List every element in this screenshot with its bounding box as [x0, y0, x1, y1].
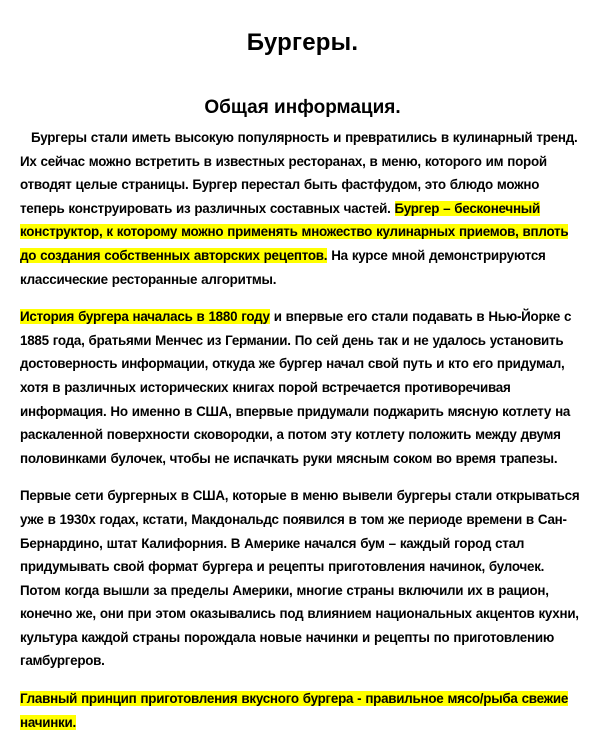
document-page	[20, 0, 585, 734]
paragraph-chains	[20, 484, 585, 673]
paragraph-text: На курсе мной демонстрируются классические ресторанные алгоритмы.	[20, 247, 546, 287]
document-title: Бургеры.	[246, 29, 359, 56]
section-title: Общая информация.	[204, 97, 401, 118]
highlighted-text: Бургер – бесконечный конструктор, к которому можно применять множество кулинарных приемов, вплоть до создания собственных авторских рецептов.	[20, 200, 569, 263]
paragraph-principle	[20, 687, 585, 734]
paragraph-text: и впервые его стали подавать в Нью-Йорке с 1885 года, братьями Менчес из Германии. По сей день так и не удалось установить достоверность информации, откуда же бургер начал свой путь и кто его придумал, хотя в различных исторических книгах порой встречается противоречивая информация. Но именно в США, впервые придумали поджарить мясную котлету на раскаленной поверхности сковородки, а потом эту котлету положить между двумя половинками булочек, чтобы не испачкать руки мясным соком во время трапезы.	[20, 309, 572, 466]
highlighted-text: История бургера началась в 1880 году	[20, 309, 270, 325]
paragraph-history	[20, 305, 585, 470]
paragraph-intro	[20, 126, 585, 291]
highlighted-text: Главный принцип приготовления вкусного бургера - правильное мясо/рыба свежие начинки.	[20, 691, 569, 730]
paragraph-text: Бургеры стали иметь высокую популярность и превратились в кулинарный тренд. Их сейчас можно встретить в известных ресторанах, в меню, которого им порой отводят целые страницы. Бургер перестал быть фастфудом, это блюдо можно теперь конструировать из различных составных частей.	[20, 130, 578, 216]
paragraph-text: Первые сети бургерных в США, которые в меню вывели бургеры стали открываться уже в 1930х годах, кстати, Макдональдс появился в том же периоде времени в Сан-Бернардино, штат Калифорния. В Америке начался бум – каждый город стал придумывать свой формат бургера и рецепты приготовления начинок, булочек. Потом когда вышли за пределы Америки, многие страны включили их в рацион, конечно же, они при этом оказывались под влиянием национальных акцентов кухни, культура каждой страны порождала новые начинки и рецепты по приготовлению гамбургеров.	[20, 488, 580, 669]
